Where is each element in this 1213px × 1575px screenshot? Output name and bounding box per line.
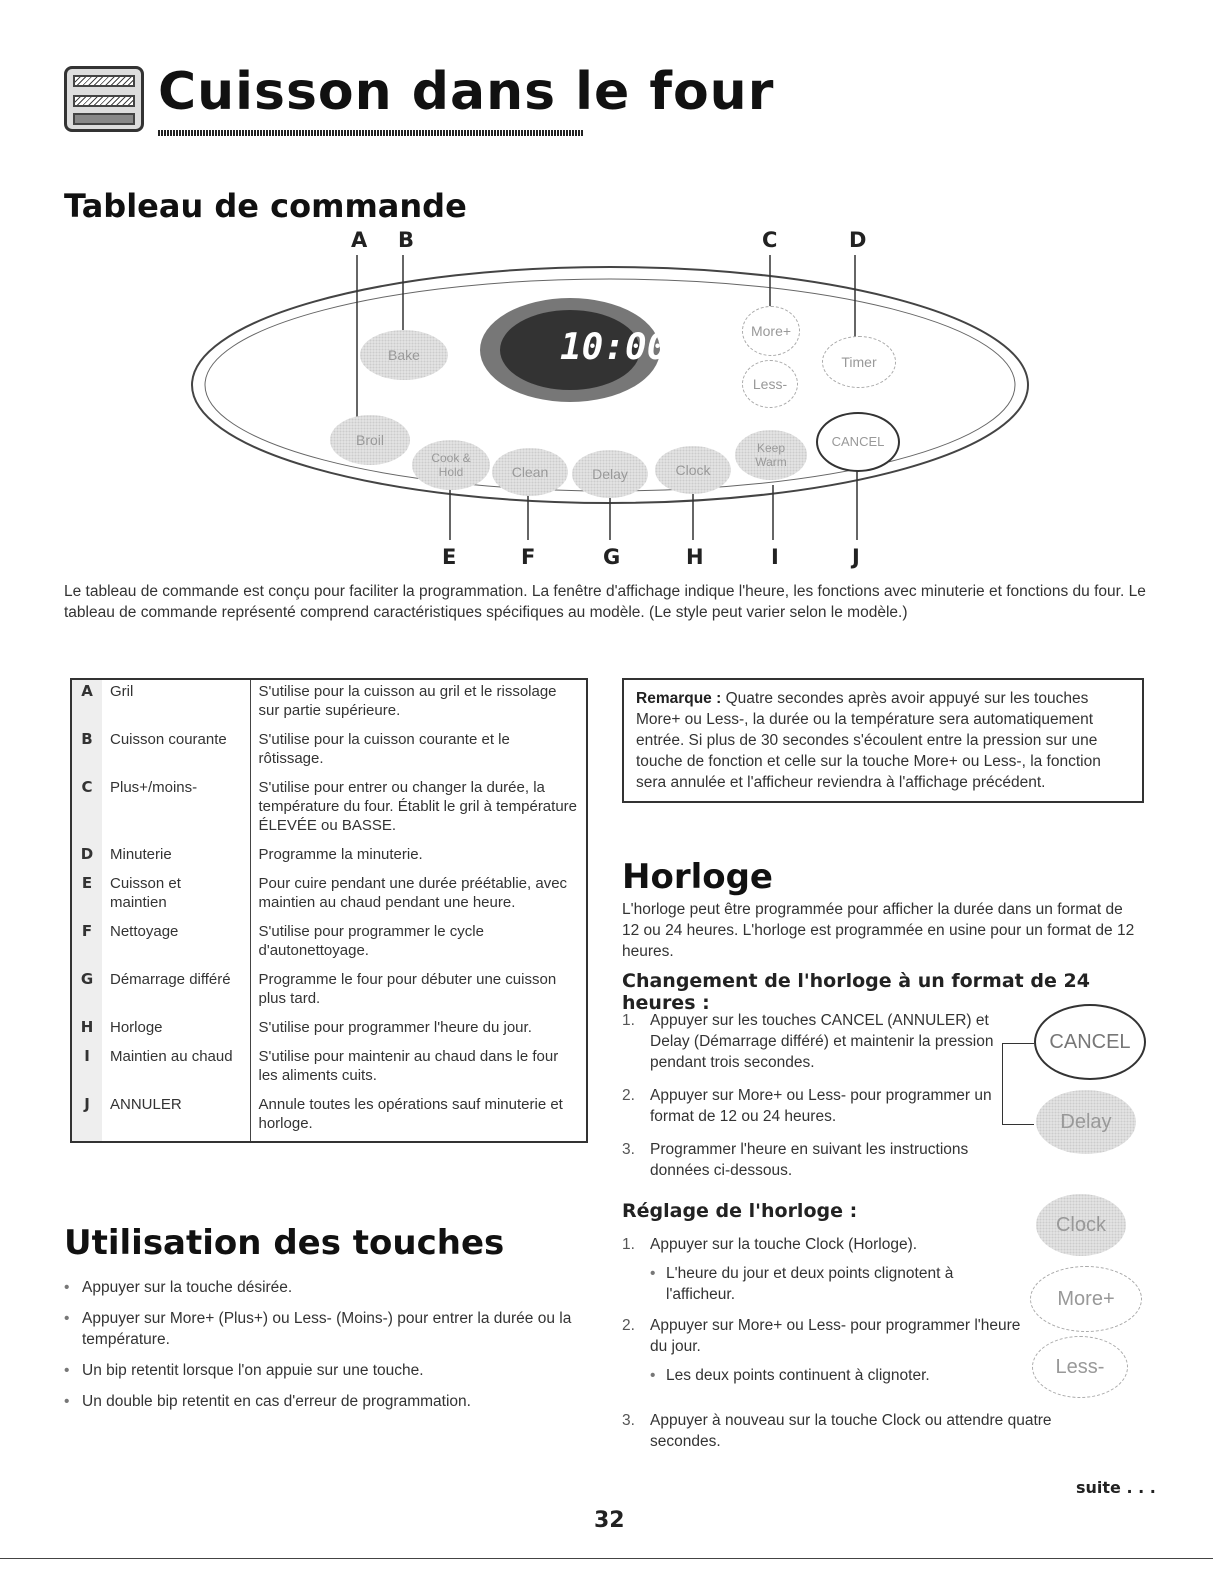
legend-letter: I [72, 1045, 102, 1093]
label-e: E [442, 545, 457, 569]
panel-description: Le tableau de commande est conçu pour faciliter la programmation. La fenêtre d'affichage indique l'heure, les fonctions avec minuterie et fonctions du four. Le tableau de commande représenté comprend caractéristiques spécifiques au modèle. (Le style peut varier selon le modèle.) [64, 583, 1146, 621]
legend-desc: Pour cuire pendant une durée préétablie, avec maintien au chaud pendant une heure. [258, 875, 568, 911]
legend-desc: S'utilise pour la cuisson au gril et le rissolage sur partie supérieure. [258, 683, 557, 719]
control-panel-diagram [185, 255, 1035, 545]
legend-desc: S'utilise pour maintenir au chaud dans le four les aliments cuits. [258, 1048, 559, 1084]
legend-letter: H [72, 1016, 102, 1045]
title-underline [158, 130, 584, 136]
legend-letter: D [72, 843, 102, 872]
legend-name: Cuisson courante [102, 728, 250, 776]
label-g: G [603, 545, 621, 569]
label-d: D [849, 228, 867, 252]
legend-letter: A [72, 680, 102, 728]
legend-desc: Programme la minuterie. [258, 846, 423, 863]
legend-name: Minuterie [102, 843, 250, 872]
table-row [72, 1093, 586, 1141]
side-cancel-key: CANCEL [1034, 1004, 1146, 1080]
page-title: Cuisson dans le four [158, 62, 775, 122]
list-item: • Appuyer sur More+ (Plus+) ou Less- (Moins-) pour entrer la durée ou la température. [64, 1308, 592, 1350]
delay-key[interactable]: Delay [572, 450, 648, 498]
label-j: J [852, 545, 860, 569]
set-clock-heading: Réglage de l'horloge : [622, 1200, 858, 1222]
legend-name: Gril [102, 680, 250, 728]
legend-desc: Programme le four pour débuter une cuisson plus tard. [258, 971, 557, 1007]
legend-name: Cuisson et maintien [102, 872, 250, 920]
list-item: 3. Programmer l'heure en suivant les instructions données ci-dessous. [622, 1141, 969, 1179]
timer-key[interactable]: Timer [822, 336, 896, 388]
legend-desc: S'utilise pour entrer ou changer la durée, la température du four. Établit le gril à température ÉLEVÉE ou BASSE. [258, 779, 578, 834]
label-i: I [771, 545, 779, 569]
list-item: 1. Appuyer sur la touche Clock (Horloge). [622, 1236, 918, 1253]
legend-name: Démarrage différé [102, 968, 250, 1016]
legend-desc: Annule toutes les opérations sauf minuterie et horloge. [258, 1096, 563, 1132]
legend-letter: E [72, 872, 102, 920]
list-item: • Un double bip retentit en cas d'erreur de programmation. [64, 1391, 592, 1412]
legend-desc: S'utilise pour programmer le cycle d'autonettoyage. [258, 923, 484, 959]
legend-table [72, 680, 586, 1141]
format-steps [622, 1010, 1012, 1189]
label-a: A [351, 228, 368, 252]
less-key[interactable]: Less- [742, 360, 798, 408]
table-row [72, 1045, 586, 1093]
legend-desc: S'utilise pour la cuisson courante et le rôtissage. [258, 731, 510, 767]
legend-name: Plus+/moins- [102, 776, 250, 843]
clock-heading: Horloge [622, 857, 773, 897]
legend-letter: J [72, 1093, 102, 1141]
table-row [72, 872, 586, 920]
side-clock-key: Clock [1036, 1194, 1126, 1256]
legend-table-wrapper [70, 678, 588, 1143]
legend-name: Maintien au chaud [102, 1045, 250, 1093]
table-row [72, 680, 586, 728]
label-f: F [521, 545, 536, 569]
cook-hold-key[interactable]: Cook & Hold [412, 440, 490, 490]
label-b: B [398, 228, 415, 252]
continued-label: suite . . . [1076, 1478, 1156, 1497]
label-h: H [686, 545, 704, 569]
table-row [72, 920, 586, 968]
cancel-key[interactable]: CANCEL [816, 412, 900, 472]
set-clock-steps [622, 1234, 1022, 1386]
bake-key[interactable]: Bake [360, 330, 448, 380]
label-c: C [762, 228, 778, 252]
clock-key[interactable]: Clock [655, 446, 731, 494]
page-number: 32 [594, 1508, 625, 1533]
note-text: Quatre secondes après avoir appuyé sur les touches More+ ou Less-, la durée ou la température sera automatiquement entrée. Si plus de 30 secondes s'écoulent entre la pression sur une touche de fonction et celle sur la touche More+ ou Less-, la fonction sera annulée et l'afficheur reviendra à l'affichage précédent. [636, 690, 1101, 791]
list-item: 2. Appuyer sur More+ ou Less- pour programmer un format de 12 ou 24 heures. [622, 1087, 992, 1125]
table-row [72, 968, 586, 1016]
list-item: 2. Appuyer sur More+ ou Less- pour programmer l'heure du jour. [622, 1317, 1021, 1355]
keys-usage-list [64, 1277, 592, 1422]
list-item: • Les deux points continuent à clignoter. [650, 1367, 930, 1384]
bottom-rule [0, 1558, 1213, 1559]
control-panel-heading: Tableau de commande [64, 187, 467, 225]
side-more-key: More+ [1030, 1266, 1142, 1332]
bracket-connector [1002, 1043, 1034, 1125]
legend-letter: C [72, 776, 102, 843]
more-key[interactable]: More+ [742, 306, 800, 356]
legend-name: Horloge [102, 1016, 250, 1045]
note-box [622, 678, 1144, 803]
list-item: • Un bip retentit lorsque l'on appuie sur une touche. [64, 1360, 592, 1381]
table-row [72, 776, 586, 843]
set-clock-step-3: 3. Appuyer à nouveau sur la touche Clock ou attendre quatre secondes. [622, 1412, 1052, 1450]
keys-usage-heading: Utilisation des touches [64, 1223, 505, 1263]
clean-key[interactable]: Clean [492, 448, 568, 496]
broil-key[interactable]: Broil [330, 415, 410, 465]
legend-letter: B [72, 728, 102, 776]
table-row [72, 1016, 586, 1045]
side-delay-key: Delay [1036, 1090, 1136, 1154]
legend-letter: F [72, 920, 102, 968]
format-heading: Changement de l'horloge à un format de 24 heures : [622, 970, 1090, 1014]
table-row [72, 728, 586, 776]
legend-desc: S'utilise pour programmer l'heure du jour. [258, 1019, 532, 1036]
clock-intro: L'horloge peut être programmée pour afficher la durée dans un format de 12 ou 24 heures. L'horloge est programmée en usine pour un format de 12 heures. [622, 901, 1135, 960]
note-label: Remarque : [636, 690, 722, 707]
legend-letter: G [72, 968, 102, 1016]
oven-display: 10:00 [560, 327, 669, 368]
legend-name: ANNULER [102, 1093, 250, 1141]
keep-warm-key[interactable]: Keep Warm [735, 430, 807, 480]
legend-name: Nettoyage [102, 920, 250, 968]
oven-icon [64, 66, 144, 132]
table-row [72, 843, 586, 872]
side-less-key: Less- [1032, 1336, 1128, 1398]
list-item: • Appuyer sur la touche désirée. [64, 1277, 592, 1298]
list-item: • L'heure du jour et deux points clignotent à l'afficheur. [650, 1265, 954, 1303]
list-item: 1. Appuyer sur les touches CANCEL (ANNULER) et Delay (Démarrage différé) et maintenir la pression pendant trois secondes. [622, 1012, 994, 1071]
